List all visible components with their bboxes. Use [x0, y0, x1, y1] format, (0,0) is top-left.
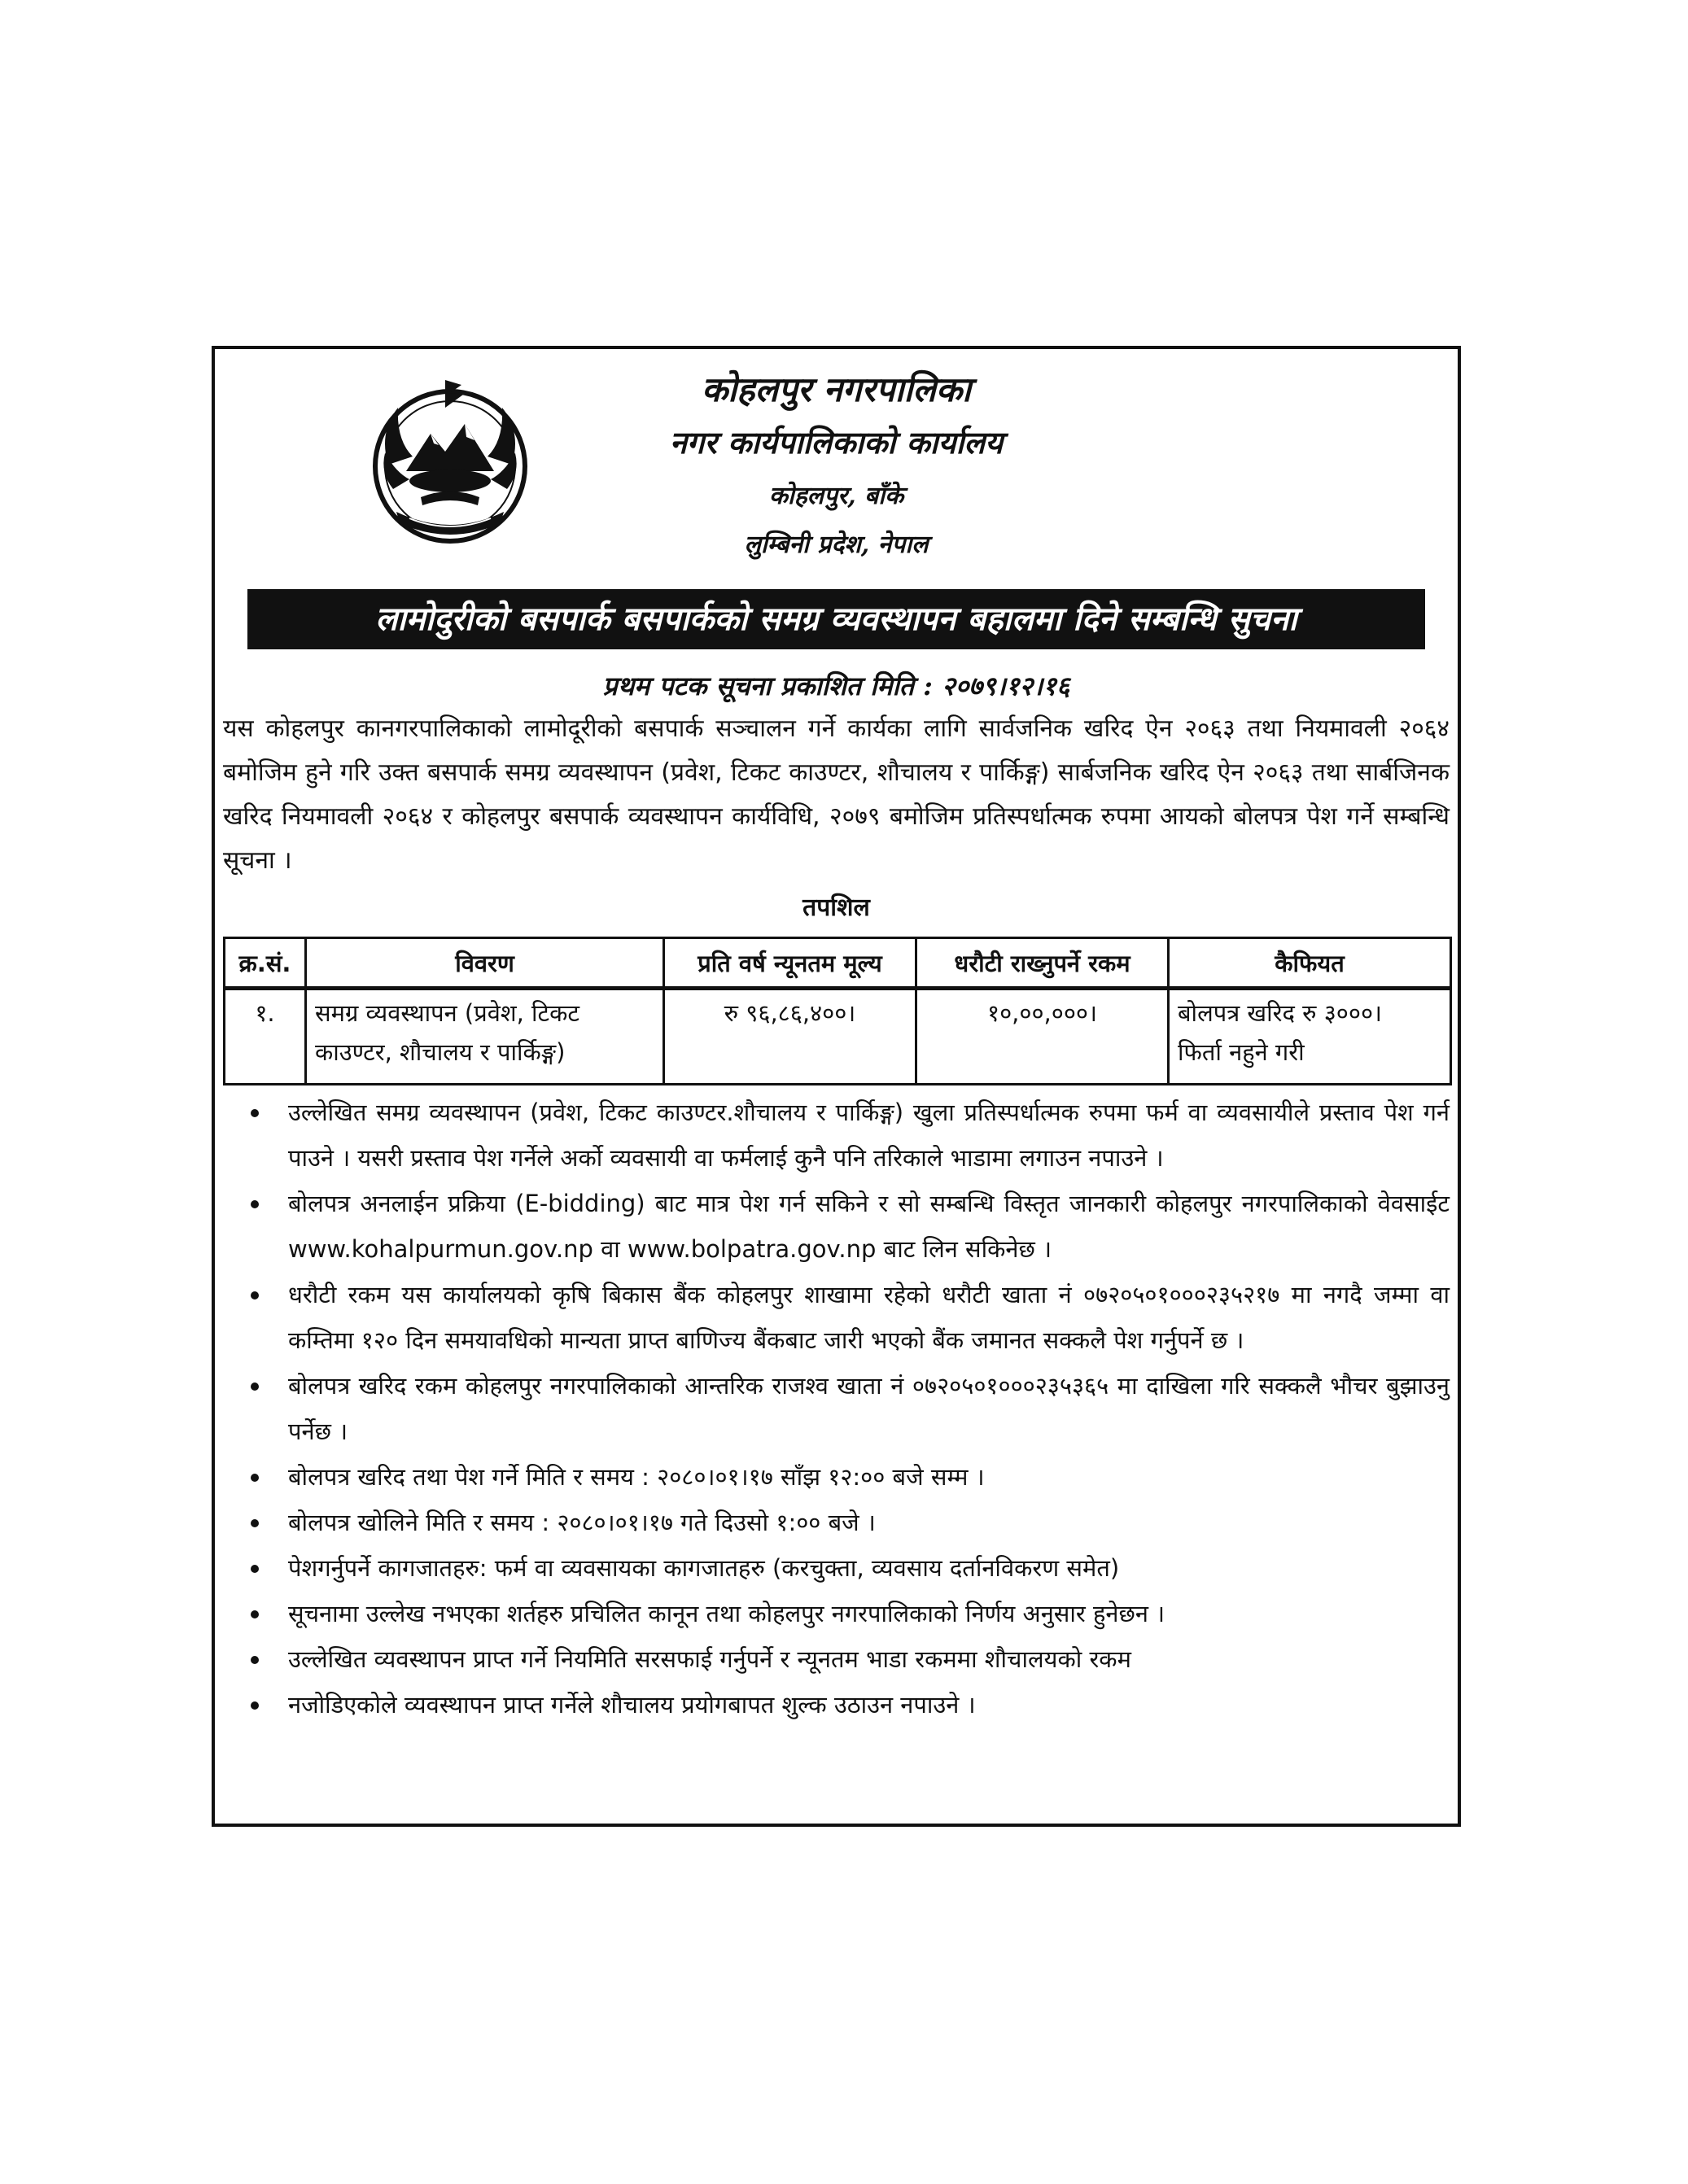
list-item: [231, 1454, 1450, 1500]
condition-text: बोलपत्र खरिद रकम कोहलपुर नगरपालिकाको आन्तरिक राजश्व खाता नं ०७२०५०१०००२३५३६५ मा दाखिला गरि सक्कलै भौचर बुझाउनु पर्नेछ ।: [288, 1372, 1450, 1445]
bullet-icon: [251, 1291, 259, 1299]
cell-description: [306, 989, 664, 1085]
col-header-remarks: कैफियत: [1169, 938, 1451, 989]
notice-frame: [212, 346, 1461, 1827]
condition-text: नजोडिएकोले व्यवस्थापन प्राप्त गर्नेले शौचालय प्रयोगबापत शुल्क उठाउन नपाउने ।: [288, 1691, 976, 1719]
condition-text: पेशगर्नुपर्ने कागजातहरु: फर्म वा व्यवसायका कागजातहरु (करचुक्ता, व्यवसाय दर्तानविकरण समेत): [288, 1554, 1120, 1582]
col-header-description: विवरण: [306, 938, 664, 989]
condition-text: सूचनामा उल्लेख नभएका शर्तहरु प्रचिलित कानून तथा कोहलपुर नगरपालिकाको निर्णय अनुसार हुनेछन ।: [288, 1600, 1165, 1627]
list-item: [231, 1181, 1450, 1272]
list-item: [231, 1682, 1450, 1728]
bullet-icon: [251, 1610, 259, 1618]
table-header-row: [225, 938, 1451, 989]
bullet-icon: [251, 1474, 259, 1482]
cell-sn: १.: [225, 989, 306, 1085]
bullet-icon: [251, 1701, 259, 1710]
bullet-icon: [251, 1200, 259, 1208]
list-item: [231, 1272, 1450, 1363]
municipality-name: कोहलपुर नगरपालिका: [702, 369, 971, 409]
conditions-list: [231, 1090, 1450, 1728]
condition-text: बोलपत्र खोलिने मिति र समय : २०८०।०१।१७ गते दिउसो १:०० बजे ।: [288, 1509, 876, 1536]
bullet-icon: [251, 1656, 259, 1664]
col-header-deposit: धरौटी राख्नुपर्ने रकम: [916, 938, 1169, 989]
schedule-table: [223, 937, 1452, 1085]
table-row: [225, 989, 1451, 1085]
bullet-icon: [251, 1519, 259, 1527]
notice-title: लामोदुरीको बसपार्क बसपार्कको समग्र व्यवस्थापन बहालमा दिने सम्बन्धि सुचना: [247, 589, 1425, 649]
col-header-min-price: प्रति वर्ष न्यूनतम मूल्य: [664, 938, 916, 989]
cell-remarks: [1169, 989, 1451, 1085]
bullet-icon: [251, 1109, 259, 1117]
cell-deposit: १०,००,०००।: [916, 989, 1169, 1085]
bullet-icon: [251, 1565, 259, 1573]
list-item: [231, 1500, 1450, 1545]
condition-text: उल्लेखित समग्र व्यवस्थापन (प्रवेश, टिकट काउण्टर.शौचालय र पार्किङ्ग) खुला प्रतिस्पर्धात्मक रुपमा फर्म वा व्यवसायीले प्रस्ताव पेश गर्न पाउने । यसरी प्रस्ताव पेश गर्नेले अर्को व्यवसायी वा फर्मलाई कुनै पनि तरिकाले भाडामा लगाउन नपाउने ।: [288, 1099, 1450, 1172]
condition-text: बोलपत्र अनलाईन प्रक्रिया (E-bidding) बाट मात्र पेश गर्न सकिने र सो सम्बन्धि विस्तृत जानकारी कोहलपुर नगरपालिकाको वेवसाईट www.kohalpurmun.gov.np वा www.bolpatra.gov.np बाट लिन सकिनेछ ।: [288, 1190, 1450, 1263]
province-name: लुम्बिनी प्रदेश, नेपाल: [744, 531, 929, 559]
office-address: कोहलपुर, बाँके: [768, 482, 904, 510]
list-item: [231, 1591, 1450, 1636]
list-item: [231, 1636, 1450, 1682]
bullet-icon: [251, 1382, 259, 1391]
description-line: समग्र व्यवस्थापन (प्रवेश, टिकट: [315, 999, 580, 1027]
col-header-sn: क्र.सं.: [225, 938, 306, 989]
condition-text: उल्लेखित व्यवस्थापन प्राप्त गर्ने नियमिति सरसफाई गर्नुपर्ने र न्यूनतम भाडा रकममा शौचालयको रकम: [288, 1645, 1131, 1673]
publication-date: प्रथम पटक सूचना प्रकाशित मिति : २०७९।१२।१६: [602, 670, 1070, 701]
list-item: [231, 1363, 1450, 1454]
schedule-title: तपशिल: [802, 893, 870, 922]
office-name: नगर कार्यपालिकाको कार्यालय: [669, 424, 1004, 461]
description-line: काउण्टर, शौचालय र पार्किङ्ग): [315, 1038, 566, 1066]
remarks-line: बोलपत्र खरिद रु ३०००।: [1178, 999, 1383, 1027]
list-item: [231, 1545, 1450, 1591]
list-item: [231, 1090, 1450, 1181]
intro-paragraph: यस कोहलपुर कानगरपालिकाको लामोदूरीको बसपार्क सञ्चालन गर्ने कार्यका लागि सार्वजनिक खरिद ऐन २०६३ तथा नियमावली २०६४ बमोजिम हुने गरि उक्त बसपार्क समग्र व्यवस्थापन (प्रवेश, टिकट काउण्टर, शौचालय र पार्किङ्ग) सार्बजनिक खरिद ऐन २०६३ तथा सार्बजिनक खरिद नियमावली २०६४ र कोहलपुर बसपार्क व्यवस्थापन कार्यविधि, २०७९ बमोजिम प्रतिस्पर्धात्मक रुपमा आयको बोलपत्र पेश गर्ने सम्बन्धि सूचना ।: [223, 714, 1450, 875]
condition-text: धरौटी रकम यस कार्यालयको कृषि बिकास बैंक कोहलपुर शाखामा रहेको धरौटी खाता नं ०७२०५०१०००२३५२१७ मा नगदै जम्मा वा कम्तिमा १२० दिन समयावधिको मान्यता प्राप्त बाणिज्य बैंकबाट जारी भएको बैंक जमानत सक्कलै पेश गर्नुपर्ने छ ।: [288, 1281, 1450, 1354]
condition-text: बोलपत्र खरिद तथा पेश गर्ने मिति र समय : २०८०।०१।१७ साँझ १२:०० बजे सम्म ।: [288, 1463, 985, 1491]
remarks-line: फिर्ता नहुने गरी: [1178, 1038, 1305, 1066]
cell-min-price: रु ९६,८६,४००।: [664, 989, 916, 1085]
